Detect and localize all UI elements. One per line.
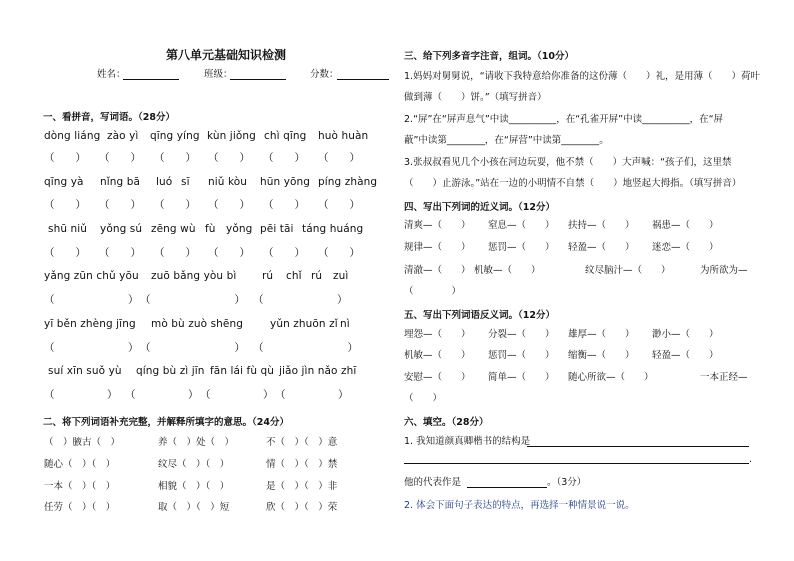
pinyin: shū niǔ xyxy=(48,223,88,235)
antonym-item[interactable]: 轻盈—（ ） xyxy=(652,350,719,361)
answer-blank[interactable]: （ ） xyxy=(208,199,250,211)
synonym-item[interactable]: 祸患—（ ） xyxy=(652,220,719,231)
pinyin: yǔn zhuōn zǐ xyxy=(270,318,338,330)
pinyin: qīng yíng xyxy=(150,130,200,142)
pinyin: jiǎo jìn nǎo zhī xyxy=(279,365,357,377)
pinyin: huò huàn xyxy=(318,130,369,142)
synonym-item[interactable]: 清澈—（ ） xyxy=(404,265,471,276)
antonym-item[interactable]: 分裂—（ ） xyxy=(488,329,555,340)
s3-line: （ ）止游泳。”站在一边的小明情不自禁（ ）地竖起大拇指。（填写拼音） xyxy=(404,178,742,189)
answer-blank[interactable]: （ ） xyxy=(44,152,86,164)
fill-item[interactable]: 取（ ）（ ）短 xyxy=(158,502,230,513)
synonym-item[interactable]: 为所欲为— xyxy=(700,265,748,276)
pinyin: nì xyxy=(340,318,350,330)
s6-q1-blank-line2[interactable] xyxy=(404,463,749,464)
answer-blank[interactable]: （ ） xyxy=(154,199,196,211)
pinyin: nǐng bā xyxy=(100,176,141,188)
s6-q1-blank[interactable] xyxy=(527,446,749,447)
answer-blank[interactable]: （ ） xyxy=(44,199,86,211)
antonym-item[interactable]: 简单—（ ） xyxy=(488,372,555,383)
s6-q1-rep-blank[interactable] xyxy=(467,487,547,488)
pinyin: niǔ kòu xyxy=(208,176,248,188)
fill-item[interactable]: 随心（ ）（ ） xyxy=(44,459,116,470)
s3-line: 蔽”中读第________，在“屏营”中读第________。 xyxy=(404,135,609,146)
pinyin: rú xyxy=(262,270,274,282)
answer-blank[interactable]: （ ） xyxy=(44,389,118,401)
antonym-item[interactable]: 随心所欲—（ ） xyxy=(568,372,654,383)
synonym-item[interactable]: 纹尽脑汁—（ ） xyxy=(585,265,671,276)
antonym-item[interactable]: 埋怨—（ ） xyxy=(404,329,471,340)
pinyin: yǒng sú xyxy=(100,223,143,235)
pinyin: zuō bǎng yòu bì xyxy=(151,270,237,282)
s6-q1-score: 。（3分） xyxy=(547,477,587,488)
answer-blank[interactable]: （ ） xyxy=(263,247,305,259)
pinyin: suí xīn suǒ yù xyxy=(48,365,122,377)
s6-q2: 2. 体会下面句子表达的特点，再选择一种情景说一说。 xyxy=(404,500,635,511)
class-label: 班级： xyxy=(204,69,233,80)
period: . xyxy=(749,454,753,465)
pinyin: píng zhàng xyxy=(318,176,378,188)
answer-blank[interactable]: （ ） xyxy=(99,247,141,259)
s3-line: 做到薄（ ）饼。”（填写拼音） xyxy=(404,92,547,103)
answer-blank[interactable]: （ ） xyxy=(44,342,139,354)
pinyin: fù xyxy=(205,223,216,235)
answer-blank[interactable]: （ ） xyxy=(208,152,250,164)
fill-item[interactable]: （ ）腋古（ ） xyxy=(44,437,121,448)
pinyin: kùn jiǒng xyxy=(207,130,256,142)
score-label: 分数： xyxy=(310,69,339,80)
score-field[interactable] xyxy=(337,79,389,80)
pinyin: rú xyxy=(311,270,323,282)
answer-blank[interactable]: （ ） xyxy=(253,294,348,306)
answer-blank[interactable]: （ ） xyxy=(318,152,360,164)
page-title: 第八单元基础知识检测 xyxy=(166,48,287,62)
answer-blank[interactable]: （ ） xyxy=(208,247,250,259)
answer-blank[interactable]: （ ） xyxy=(140,294,245,306)
antonym-item[interactable]: 雄厚—（ ） xyxy=(568,329,635,340)
pinyin: pēi tāi xyxy=(260,223,294,235)
class-field[interactable] xyxy=(230,79,286,80)
pinyin: mò bù zuò shēng xyxy=(151,318,243,330)
synonym-item[interactable]: 扶持—（ ） xyxy=(568,220,635,231)
antonym-overflow-blank[interactable]: （ ） xyxy=(404,393,443,404)
answer-blank[interactable]: （ ） xyxy=(44,247,86,259)
section-2-heading: 二、将下列词语补充完整，并解释所填字的意思。（24分） xyxy=(43,417,289,428)
pinyin: hūn yōng xyxy=(260,176,311,188)
s3-line: 3.张叔叔看见几个小孩在河边玩耍，他不禁（ ）大声喊：“孩子们，这里禁 xyxy=(404,157,732,168)
s3-line: 1.妈妈对舅舅说，“请收下我特意给你准备的这份薄（ ）礼，是用薄（ ）荷叶 xyxy=(404,71,760,82)
synonym-item[interactable]: 规律—（ ） xyxy=(404,242,471,253)
pinyin: qíng bù zì jīn xyxy=(136,365,205,377)
pinyin: dòng liáng xyxy=(44,130,101,142)
s3-line: 2.“屏”在“屏声息气”中读__________，在“孔雀开屏”中读__________，在“屏 xyxy=(404,114,724,125)
antonym-item[interactable]: 一本正经— xyxy=(700,372,748,383)
fill-item[interactable]: 情（ ）（ ）禁 xyxy=(266,459,338,470)
fill-item[interactable]: 欣（ ）（ ）荣 xyxy=(266,502,338,513)
antonym-item[interactable]: 缩衡—（ ） xyxy=(568,350,635,361)
pinyin: zào yì xyxy=(107,130,139,142)
pinyin: táng huáng xyxy=(302,223,364,235)
answer-blank[interactable]: （ ） xyxy=(318,247,360,259)
answer-blank[interactable]: （ ） xyxy=(154,152,196,164)
pinyin: sī xyxy=(181,176,190,188)
pinyin: yī běn zhèng jīng xyxy=(44,318,136,330)
pinyin: yǒng xyxy=(226,223,253,235)
synonym-item[interactable]: 机敏—（ ） xyxy=(474,265,541,276)
answer-blank[interactable]: （ ） xyxy=(263,152,305,164)
pinyin: zēng wù xyxy=(151,223,196,235)
synonym-item[interactable]: 轻盈—（ ） xyxy=(568,242,635,253)
answer-blank[interactable]: （ ） xyxy=(200,389,274,401)
section-6-heading: 六、填空。（28分） xyxy=(404,417,489,428)
pinyin: chì qīng xyxy=(264,130,307,142)
fill-item[interactable]: 一本（ ）（ ） xyxy=(44,481,116,492)
answer-blank[interactable]: （ ） xyxy=(99,199,141,211)
synonym-item[interactable]: 清爽—（ ） xyxy=(404,220,471,231)
answer-blank[interactable]: （ ） xyxy=(275,389,349,401)
synonym-item[interactable]: 惩罚—（ ） xyxy=(488,242,555,253)
antonym-item[interactable]: 渺小—（ ） xyxy=(652,329,719,340)
s6-q1-rep-label: 他的代表作是 xyxy=(404,477,462,488)
pinyin: chǐ xyxy=(286,270,302,282)
section-1-heading: 一、看拼音，写词语。（28分） xyxy=(43,112,175,123)
synonym-item[interactable]: 窒息—（ ） xyxy=(488,220,555,231)
answer-blank[interactable]: （ ） xyxy=(253,342,358,354)
answer-blank[interactable]: （ ） xyxy=(140,342,245,354)
section-4-heading: 四、写出下列词的近义词。（12分） xyxy=(404,202,555,213)
fill-item[interactable]: 是（ ）（ ）非 xyxy=(266,481,338,492)
pinyin: fān lái fù qù xyxy=(210,365,275,377)
fill-item[interactable]: 养（ ）处（ ） xyxy=(158,437,235,448)
pinyin: zuì xyxy=(333,270,349,282)
antonym-item[interactable]: 安慰—（ ） xyxy=(404,372,471,383)
synonym-item[interactable]: 迷恋—（ ） xyxy=(652,242,719,253)
s6-q1: 1. 我知道颜真卿楷书的结构是 xyxy=(404,436,531,447)
name-label: 姓名： xyxy=(97,69,126,80)
fill-item[interactable]: 任劳（ ）（ ） xyxy=(44,502,116,513)
name-field[interactable] xyxy=(123,79,179,80)
fill-item[interactable]: 相貌（ ）（ ） xyxy=(158,481,230,492)
answer-blank[interactable]: （ ） xyxy=(125,389,199,401)
synonym-overflow-blank[interactable]: （ ） xyxy=(404,286,462,297)
fill-item[interactable]: 纹尽（ ）（ ） xyxy=(158,459,230,470)
section-3-heading: 三、给下列多音字注音，组词。（10分） xyxy=(404,51,574,62)
pinyin: qīng yà xyxy=(44,176,84,188)
section-5-heading: 五、写出下列词语反义词。（12分） xyxy=(404,310,555,321)
antonym-item[interactable]: 机敏—（ ） xyxy=(404,350,471,361)
answer-blank[interactable]: （ ） xyxy=(44,294,139,306)
pinyin: luó xyxy=(156,176,173,188)
fill-item[interactable]: 不（ ）（ ）意 xyxy=(266,437,338,448)
pinyin: yǎng zūn chǔ yōu xyxy=(44,270,139,282)
answer-blank[interactable]: （ ） xyxy=(318,199,360,211)
answer-blank[interactable]: （ ） xyxy=(263,199,305,211)
answer-blank[interactable]: （ ） xyxy=(99,152,141,164)
answer-blank[interactable]: （ ） xyxy=(154,247,196,259)
antonym-item[interactable]: 惩罚—（ ） xyxy=(488,350,555,361)
